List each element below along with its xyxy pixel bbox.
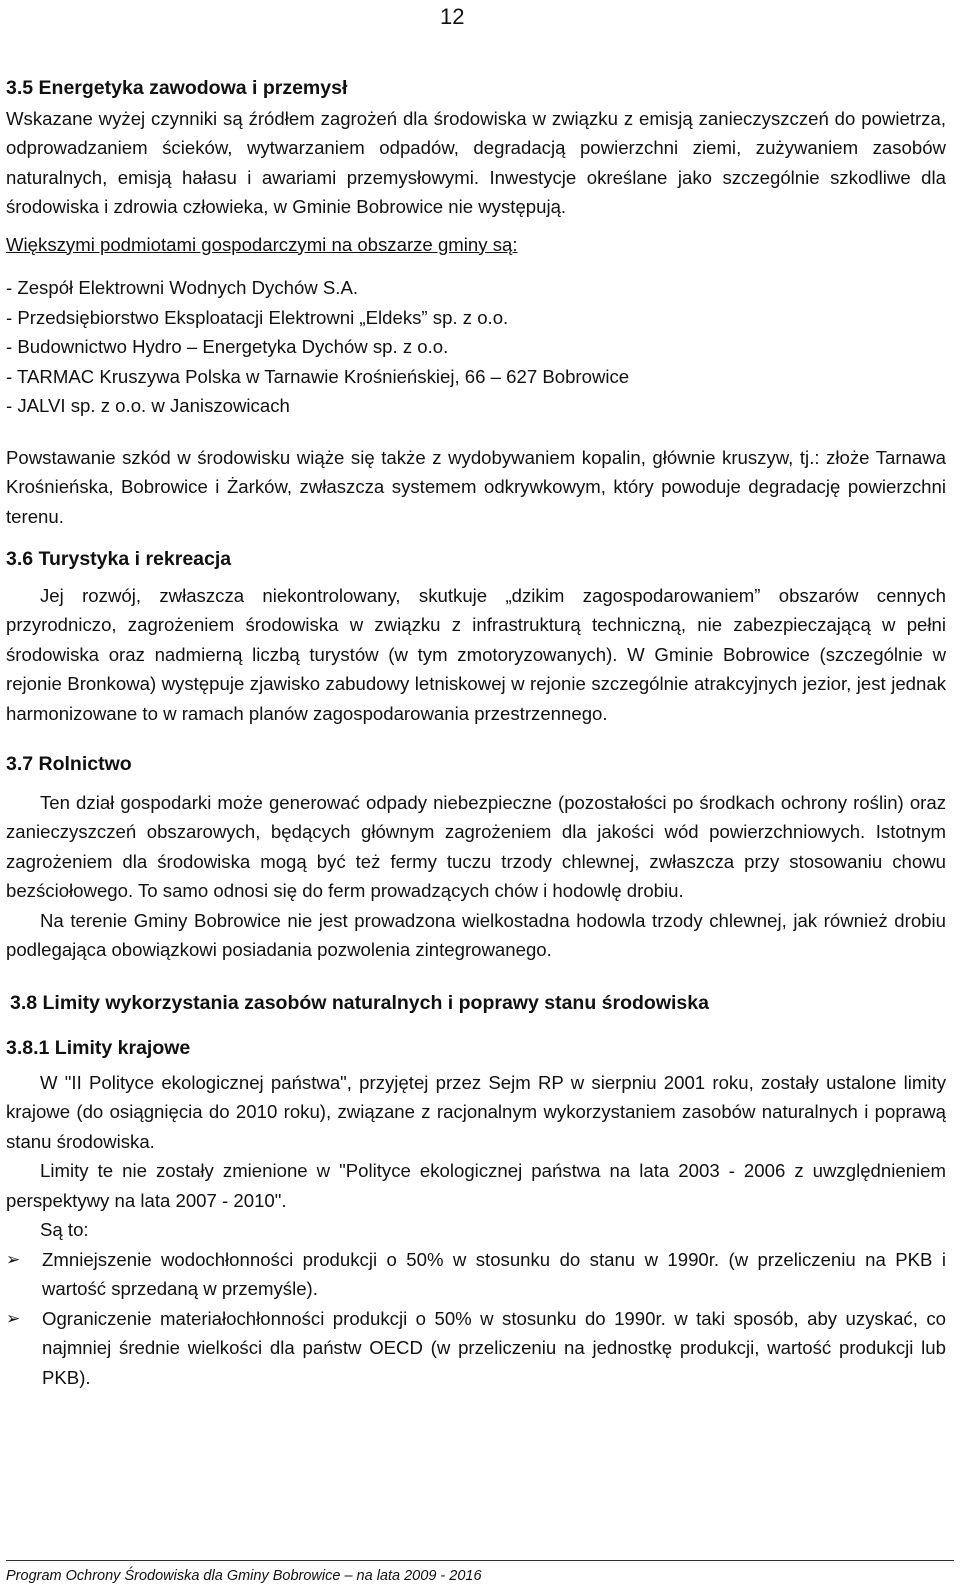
page-content	[6, 74, 946, 1392]
paragraph-3-8-1-b: Limity te nie zostały zmienione w "Polityce ekologicznej państwa na lata 2003 - 2006 z uwzględnieniem perspektywy na lata 2007 - 2010".	[6, 1160, 946, 1211]
limits-list	[6, 1245, 946, 1393]
paragraph-3-5-mining: Powstawanie szkód w środowisku wiąże się także z wydobywaniem kopalin, głównie kruszyw, tj.: złoże Tarnawa Krośnieńska, Bobrowice i Żarków, zwłaszcza systemem odkrywkowym, który powoduje degradację powierzchni terenu.	[6, 446, 946, 527]
companies-list	[6, 273, 946, 421]
page-footer: Program Ochrony Środowiska dla Gminy Bobrowice – na lata 2009 - 2016	[6, 1568, 482, 1584]
page-number: 12	[440, 4, 465, 29]
paragraph-intro: Są to:	[40, 1219, 89, 1240]
paragraph-3-7-b: Na terenie Gminy Bobrowice nie jest prowadzona wielkostadna hodowla trzody chlewnej, jak również drobiu podlegająca obowiązkowi posiadania pozwolenia zintegrowanego.	[6, 909, 946, 960]
paragraph-3-6: Jej rozwój, zwłaszcza niekontrolowany, skutkuje „dzikim zagospodarowaniem” obszarów cennych przyrodniczo, zagrożeniem środowiska w związku z infrastrukturą techniczną, nie zabezpieczającą w pełni środowiska oraz nadmierną liczbą turystów (w tym zmotoryzowanych). W Gminie Bobrowice (szczególnie w rejonie Bronkowa) występuje zjawisko zabudowy letniskowej w rejonie szczególnie atrakcyjnych jezior, jest jednak harmonizowane to w ramach planów zagospodarowania przestrzennego.	[6, 584, 946, 724]
list-item-text: Zmniejszenie wodochłonności produkcji o 50% w stosunku do stanu w 1990r. (w przeliczeniu na PKB i wartość sprzedaną w przemyśle).	[42, 1248, 946, 1299]
arrow-bullet-icon: ➢	[6, 1308, 21, 1328]
paragraph-3-8-1-a: W "II Polityce ekologicznej państwa", przyjętej przez Sejm RP w sierpniu 2001 roku, zostały ustalone limity krajowe (do osiągnięcia do 2010 roku), związane z racjonalnym wykorzystaniem zasobów naturalnych i poprawą stanu środowiska.	[6, 1071, 946, 1152]
list-item: - TARMAC Kruszywa Polska w Tarnawie Krośnieńskiej, 66 – 627 Bobrowice	[6, 365, 630, 387]
section-heading-3-7: 3.7 Rolnictwo	[6, 753, 132, 775]
section-heading-3-8: 3.8 Limity wykorzystania zasobów naturalnych i poprawy stanu środowiska	[10, 991, 709, 1014]
footer-divider	[6, 1560, 954, 1561]
list-heading: Większymi podmiotami gospodarczymi na obszarze gminy są:	[6, 233, 518, 255]
section-heading-3-6: 3.6 Turystyka i rekreacja	[6, 548, 232, 570]
list-item-text: Ograniczenie materiałochłonności produkcji o 50% w stosunku do 1990r. w taki sposób, aby uzyskać, co najmniej średnie wielkości dla państw OECD (w przeliczeniu na jednostkę produkcji, wartość produkcji lub PKB).	[42, 1307, 946, 1388]
list-item	[6, 1245, 946, 1304]
paragraph-3-5: Wskazane wyżej czynniki są źródłem zagrożeń dla środowiska w związku z emisją zanieczyszczeń do powietrza, odprowadzaniem ścieków, wytwarzaniem odpadów, degradacją powierzchni ziemi, zużywaniem zasobów naturalnych, emisją hałasu i awariami przemysłowymi. Inwestycje określane jako szczególnie szkodliwe dla środowiska i zdrowia człowieka, w Gminie Bobrowice nie występują.	[6, 107, 946, 217]
list-item: - Budownictwo Hydro – Energetyka Dychów sp. z o.o.	[6, 336, 449, 357]
section-heading-3-8-1: 3.8.1 Limity krajowe	[6, 1037, 191, 1059]
paragraph-3-7-a: Ten dział gospodarki może generować odpady niebezpieczne (pozostałości po środkach ochrony roślin) oraz zanieczyszczeń obszarowych, będących głównym zagrożeniem dla jakości wód powierzchniowych. Istotnym zagrożeniem dla środowiska mogą być też fermy tuczu trzody chlewnej, zwłaszcza przy stosowaniu chowu bezściołowego. To samo odnosi się do ferm prowadzących chów i hodowlę drobiu.	[6, 791, 946, 901]
list-item: - Przedsiębiorstwo Eksploatacji Elektrowni „Eldeks” sp. z o.o.	[6, 306, 509, 328]
section-heading-3-5: 3.5 Energetyka zawodowa i przemysł	[6, 77, 348, 99]
list-item: - Zespół Elektrowni Wodnych Dychów S.A.	[6, 277, 359, 298]
list-item	[6, 1304, 946, 1393]
arrow-bullet-icon: ➢	[6, 1249, 21, 1269]
list-item: - JALVI sp. z o.o. w Janiszowicach	[6, 395, 290, 416]
